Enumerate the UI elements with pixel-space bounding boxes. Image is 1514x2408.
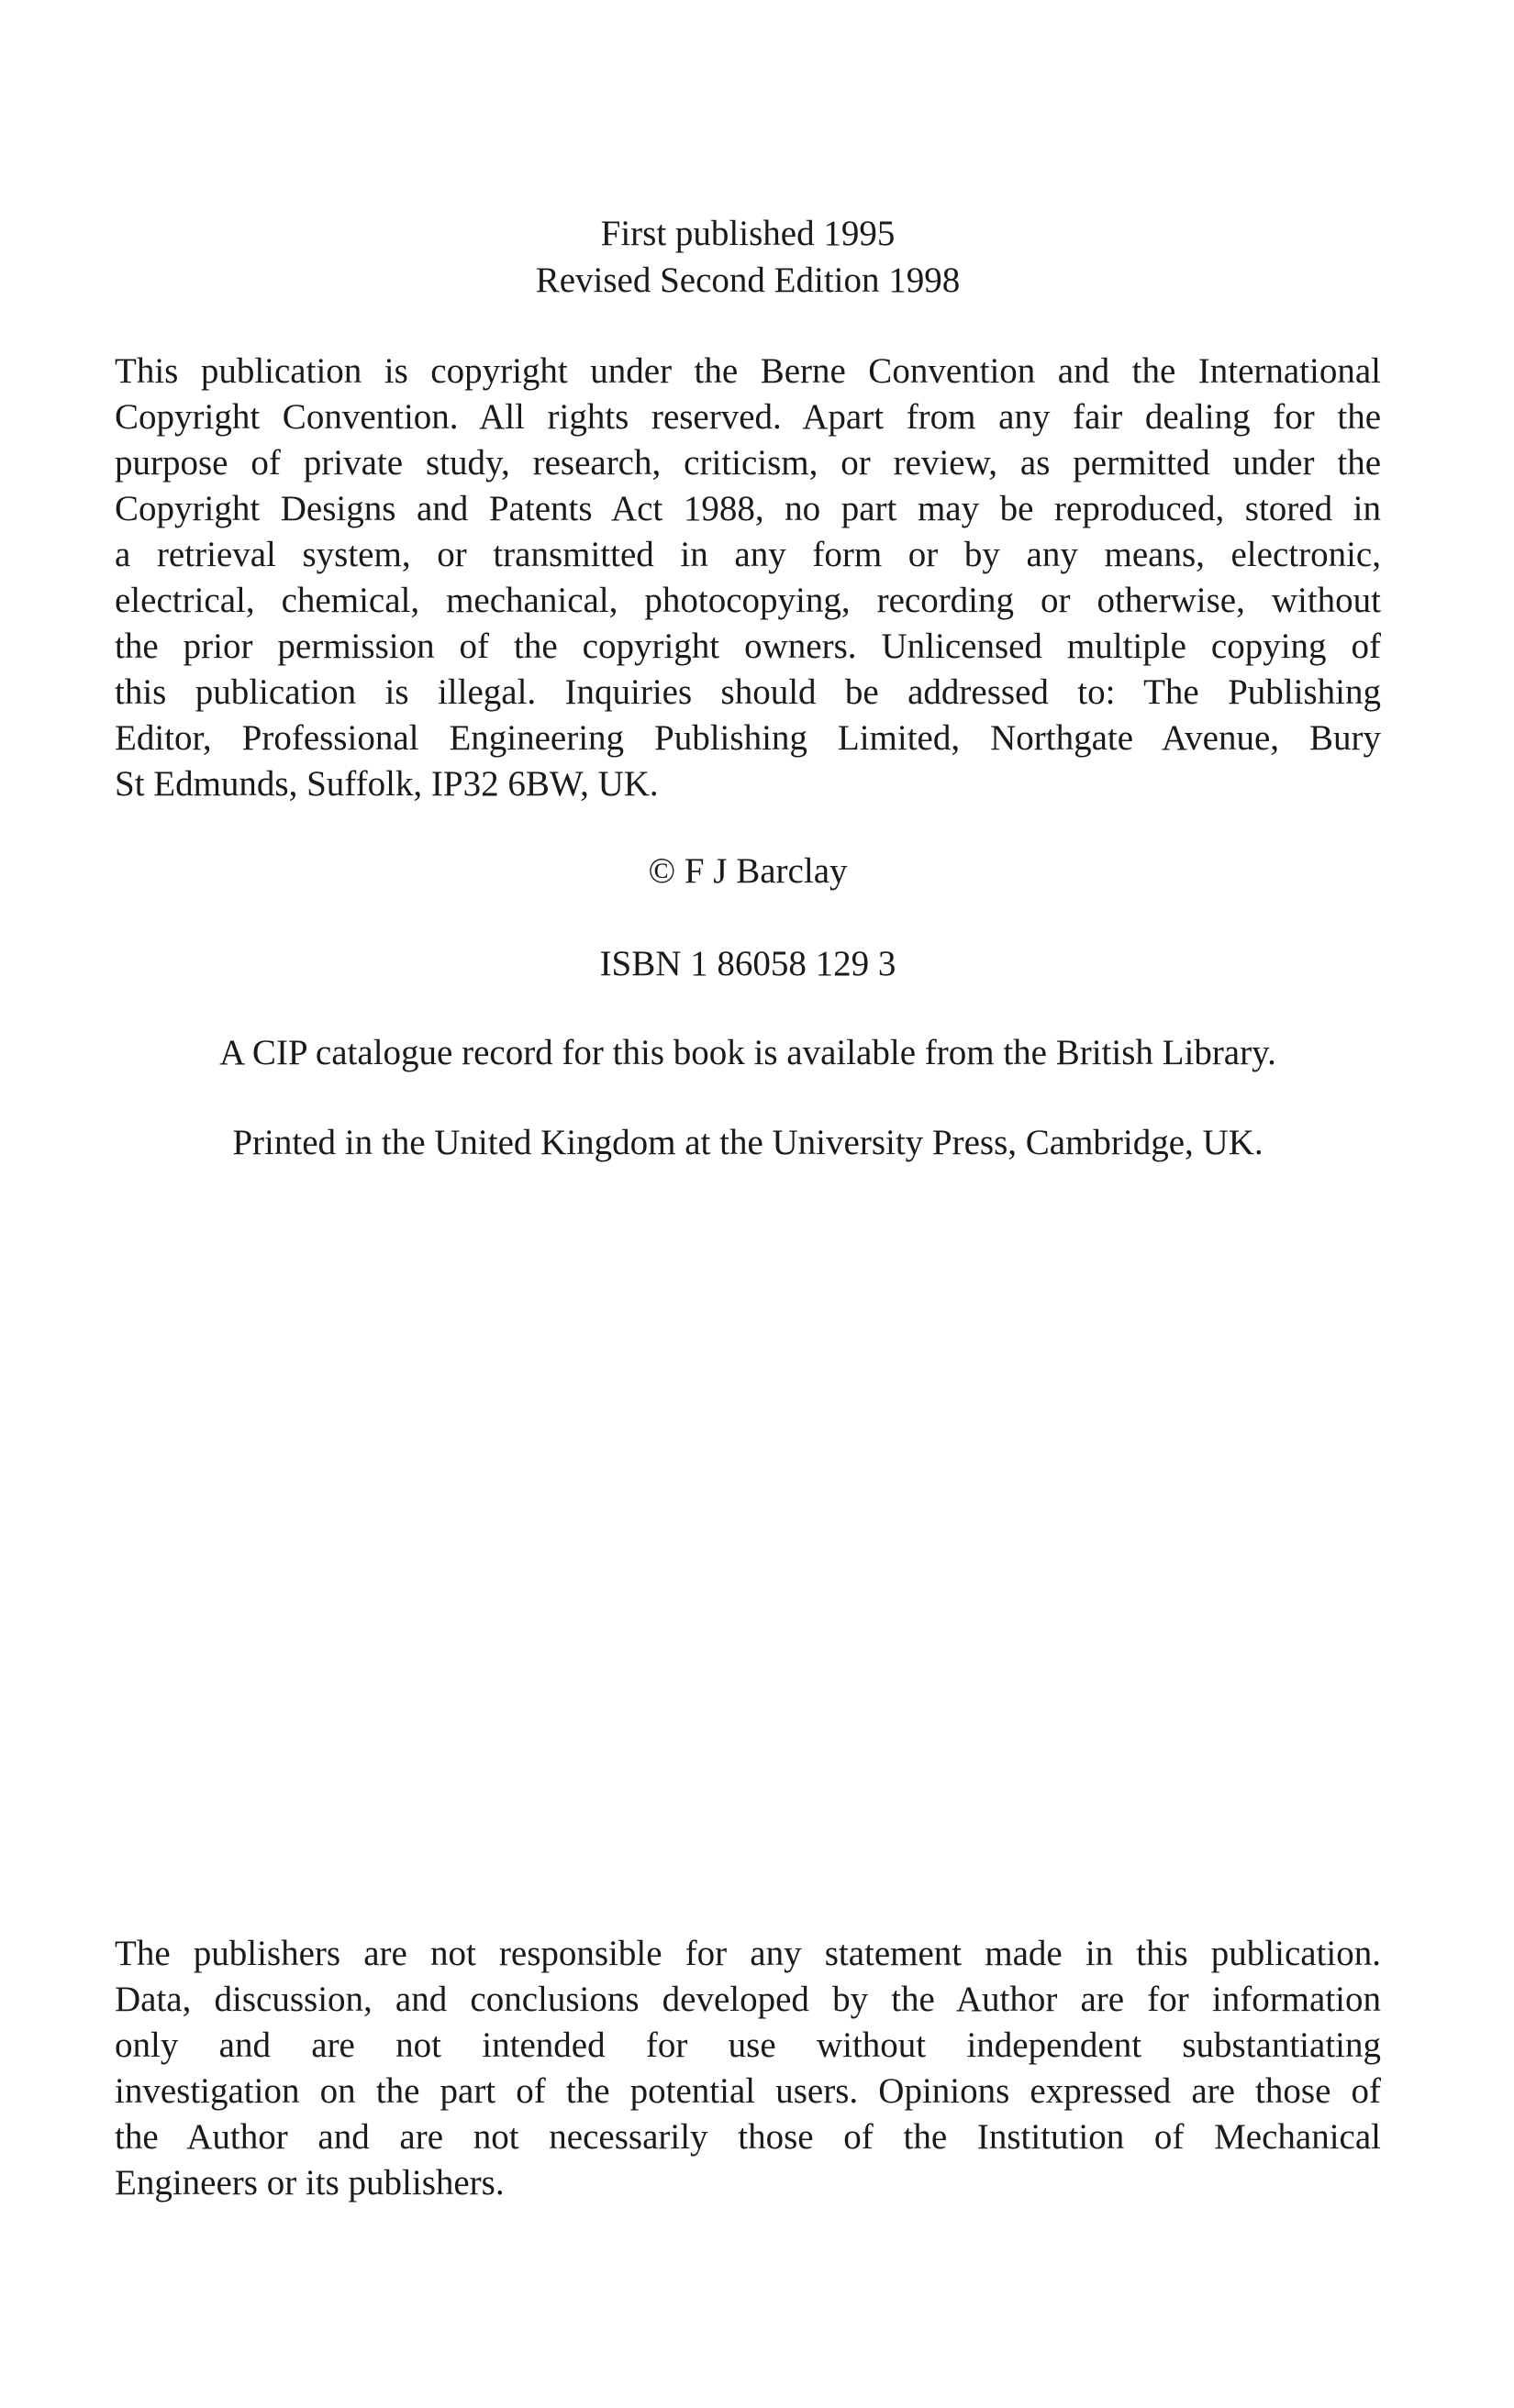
isbn: ISBN 1 86058 129 3	[599, 944, 896, 983]
disclaimer-line: The publishers are not responsible for any statement made in this publication.	[115, 1934, 1381, 1973]
copyright-notice-line: electrical, chemical, mechanical, photocopying, recording or otherwise, without	[115, 581, 1381, 620]
copyright-notice-line: a retrieval system, or transmitted in any form or by any means, electronic,	[115, 535, 1381, 574]
disclaimer-line: only and are not intended for use without independent substantiating	[115, 2025, 1381, 2065]
disclaimer-line: investigation on the part of the potential users. Opinions expressed are those of	[115, 2071, 1381, 2111]
first-published-line: First published 1995	[600, 214, 896, 253]
copyright-notice-line: St Edmunds, Suffolk, IP32 6BW, UK.	[115, 764, 659, 804]
copyright-notice-line: Editor, Professional Engineering Publishing Limited, Northgate Avenue, Bury	[115, 718, 1381, 758]
cip-record-notice: A CIP catalogue record for this book is available from the British Library.	[219, 1033, 1276, 1072]
copyright-notice-line: the prior permission of the copyright owners. Unlicensed multiple copying of	[115, 627, 1381, 666]
copyright-notice-line: Copyright Designs and Patents Act 1988, no part may be reproduced, stored in	[115, 489, 1381, 528]
copyright-notice-paragraph	[115, 349, 1381, 807]
disclaimer-line: Data, discussion, and conclusions developed by the Author are for information	[115, 1980, 1381, 2019]
disclaimer-line: Engineers or its publishers.	[115, 2163, 505, 2203]
disclaimer-line: the Author and are not necessarily those of the Institution of Mechanical	[115, 2117, 1381, 2157]
copyright-notice-line: This publication is copyright under the Berne Convention and the International	[115, 351, 1381, 391]
disclaimer-paragraph	[115, 1931, 1381, 2206]
copyright-notice-line: Copyright Convention. All rights reserved. Apart from any fair dealing for the	[115, 397, 1381, 437]
copyright-holder: © F J Barclay	[648, 851, 848, 891]
copyright-notice-line: purpose of private study, research, criticism, or review, as permitted under the	[115, 443, 1381, 483]
printer-notice: Printed in the United Kingdom at the University Press, Cambridge, UK.	[232, 1123, 1264, 1162]
copyright-notice-line: this publication is illegal. Inquiries should be addressed to: The Publishing	[115, 672, 1381, 712]
revised-edition-line: Revised Second Edition 1998	[535, 261, 961, 300]
